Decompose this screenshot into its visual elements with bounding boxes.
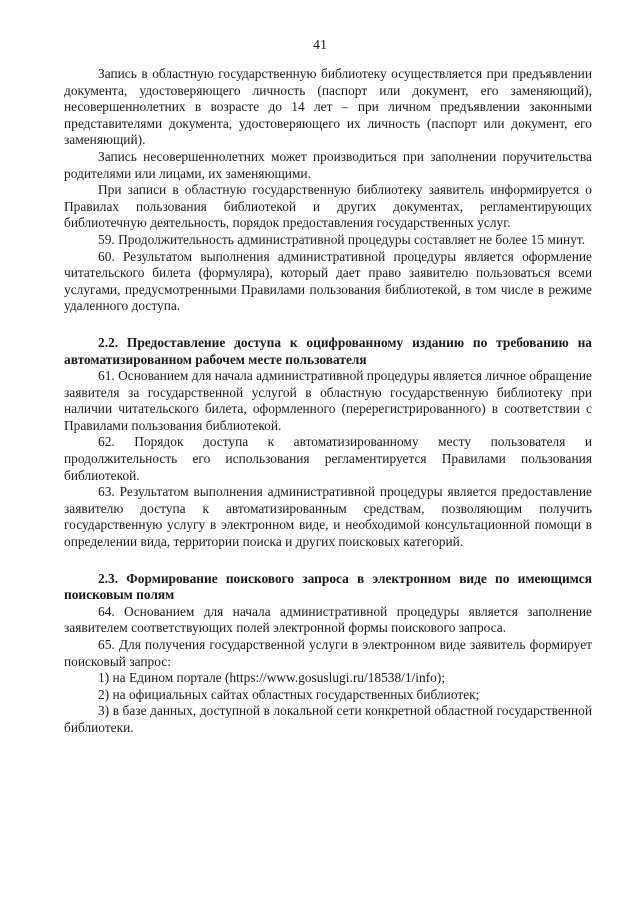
paragraph: Запись несовершеннолетних может производиться при заполнении поручительства родителями или лицами, их заменяющими. [64, 148, 592, 181]
paragraph-62: 62. Порядок доступа к автоматизированному месту пользователя и продолжительность его использования регламентируется Правилами пользования библиотекой. [64, 434, 592, 483]
section-heading-2-2: 2.2. Предоставление доступа к оцифрованному изданию по требованию на автоматизированном рабочем месте пользователя [64, 334, 592, 367]
paragraph-61: 61. Основанием для начала административной процедуры является личное обращение заявителя за государственной услугой в областную государственную библиотеку при наличии читательского билета, оформленного (перерегистрированного) в соответствии с Правилами пользования библиотекой. [64, 368, 592, 433]
paragraph-63: 63. Результатом выполнения административной процедуры является предоставление заявителю доступа к автоматизированным средствам, позволяющим получить государственную услугу в электронном виде, и необходимой консультационной помощи в определении вида, территории поиска и других поисковых категорий. [64, 484, 592, 550]
paragraph-60: 60. Результатом выполнения административной процедуры является оформление читательского билета (формуляра), который дает право заявителю пользоваться всеми услугами, предусмотренными Правилами пользования библиотекой, в том числе в режиме удаленного доступа. [64, 248, 592, 314]
paragraph-64: 64. Основанием для начала административной процедуры является заполнение заявителем соответствующих полей электронной формы поискового запроса. [64, 603, 592, 636]
paragraph-59: 59. Продолжительность административной процедуры составляет не более 15 минут. [98, 231, 586, 247]
paragraph: При записи в областную государственную библиотеку заявитель информируется о Правилах пользования библиотекой и других документах, регламентирующих библиотечную деятельность, порядок предоставления государственных услуг. [64, 182, 592, 231]
paragraph-65: 65. Для получения государственной услуги в электронном виде заявитель формирует поисковый запрос: [64, 637, 592, 669]
section-heading-2-3: 2.3. Формирование поискового запроса в электронном виде по имеющимся поисковым полям [64, 570, 592, 603]
paragraph: Запись в областную государственную библиотеку осуществляется при предъявлении документа, удостоверяющего личность (паспорт или документ, его заменяющий), несовершеннолетних в возрасте до 14 лет – при личном предъявлении законными представителями документа, удостоверяющего их личность (паспорт или документ, его заменяющий). [64, 66, 592, 148]
list-item-1: 1) на Едином портале (https://www.gosuslugi.ru/18538/1/info); [98, 670, 446, 686]
document-body [64, 66, 592, 737]
page-number: 41 [313, 38, 327, 53]
list-item-3: 3) в базе данных, доступной в локальной сети конкретной областной государственной библиотеки. [64, 703, 592, 735]
list-item-2: 2) на официальных сайтах областных государственных библиотек; [98, 686, 480, 702]
